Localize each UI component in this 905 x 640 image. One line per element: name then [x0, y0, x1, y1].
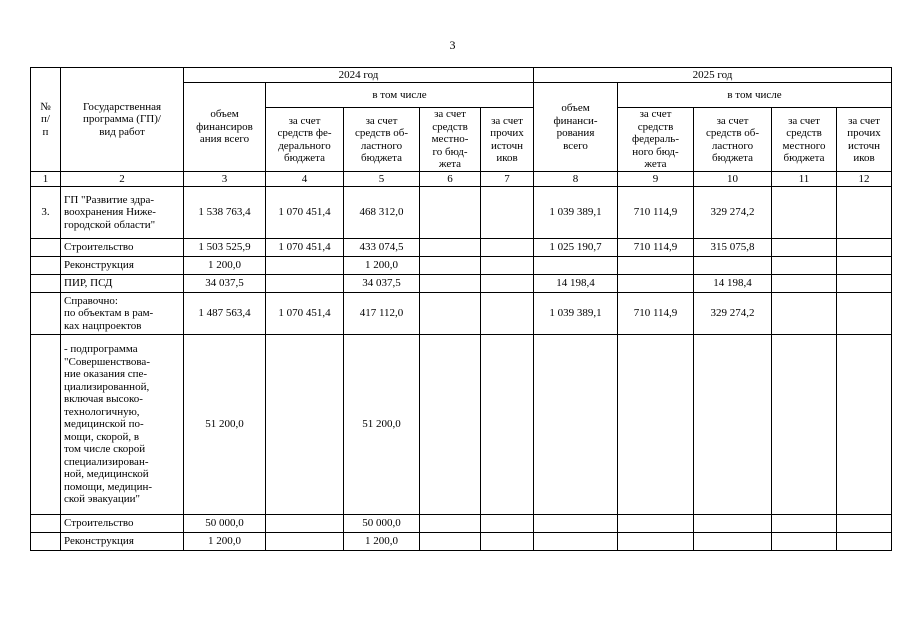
value-cell: [420, 275, 481, 293]
value-cell: [481, 293, 534, 335]
value-cell: [420, 239, 481, 257]
value-cell: [694, 335, 772, 515]
value-cell: [772, 293, 837, 335]
column-number: 4: [266, 172, 344, 187]
column-number: 11: [772, 172, 837, 187]
value-cell: 329 274,2: [694, 187, 772, 239]
value-cell: [266, 257, 344, 275]
value-cell: [694, 515, 772, 533]
value-cell: [266, 335, 344, 515]
value-cell: [534, 533, 618, 551]
row-number: 3.: [31, 187, 61, 239]
value-cell: [694, 257, 772, 275]
table-row: [31, 335, 892, 515]
value-cell: 1 070 451,4: [266, 293, 344, 335]
value-cell: 14 198,4: [534, 275, 618, 293]
header-num: № п/ п: [31, 68, 61, 172]
value-cell: 1 538 763,4: [184, 187, 266, 239]
header-y2-total: объем финанси- рования всего: [534, 83, 618, 172]
value-cell: [481, 239, 534, 257]
value-cell: 1 025 190,7: [534, 239, 618, 257]
header-y2-federal: за счет средств федераль- ного бюд- жета: [618, 108, 694, 172]
value-cell: 1 200,0: [344, 257, 420, 275]
value-cell: [266, 533, 344, 551]
value-cell: 1 200,0: [344, 533, 420, 551]
value-cell: 51 200,0: [184, 335, 266, 515]
value-cell: 417 112,0: [344, 293, 420, 335]
value-cell: [837, 293, 892, 335]
table-row: [31, 515, 892, 533]
value-cell: [694, 533, 772, 551]
financing-table: [30, 67, 892, 551]
row-number: [31, 335, 61, 515]
value-cell: 1 487 563,4: [184, 293, 266, 335]
value-cell: 1 503 525,9: [184, 239, 266, 257]
column-number: 8: [534, 172, 618, 187]
value-cell: [618, 533, 694, 551]
value-cell: 1 070 451,4: [266, 239, 344, 257]
value-cell: [481, 335, 534, 515]
value-cell: [772, 335, 837, 515]
value-cell: 1 200,0: [184, 533, 266, 551]
value-cell: [420, 515, 481, 533]
column-number: 6: [420, 172, 481, 187]
column-number: 3: [184, 172, 266, 187]
value-cell: [534, 257, 618, 275]
value-cell: [837, 275, 892, 293]
value-cell: [481, 275, 534, 293]
column-number-row: [31, 172, 892, 187]
value-cell: 433 074,5: [344, 239, 420, 257]
value-cell: 1 200,0: [184, 257, 266, 275]
column-number: 9: [618, 172, 694, 187]
value-cell: [837, 239, 892, 257]
value-cell: [420, 335, 481, 515]
value-cell: [420, 187, 481, 239]
value-cell: [481, 533, 534, 551]
value-cell: [420, 533, 481, 551]
value-cell: 51 200,0: [344, 335, 420, 515]
value-cell: 329 274,2: [694, 293, 772, 335]
value-cell: [420, 257, 481, 275]
row-name: ПИР, ПСД: [61, 275, 184, 293]
header-y1-other: за счет прочих источн иков: [481, 108, 534, 172]
value-cell: 710 114,9: [618, 239, 694, 257]
value-cell: [534, 515, 618, 533]
value-cell: [837, 257, 892, 275]
value-cell: 50 000,0: [184, 515, 266, 533]
value-cell: [481, 257, 534, 275]
value-cell: 34 037,5: [344, 275, 420, 293]
value-cell: 34 037,5: [184, 275, 266, 293]
row-name: ГП "Развитие здра- воохранения Ниже- городской области": [61, 187, 184, 239]
header-y1-federal: за счет средств фе- дерального бюджета: [266, 108, 344, 172]
header-year-2024: 2024 год: [184, 68, 534, 83]
value-cell: [420, 293, 481, 335]
value-cell: [772, 533, 837, 551]
value-cell: [837, 335, 892, 515]
column-number: 5: [344, 172, 420, 187]
value-cell: 315 075,8: [694, 239, 772, 257]
value-cell: 14 198,4: [694, 275, 772, 293]
value-cell: [772, 257, 837, 275]
column-number: 7: [481, 172, 534, 187]
table-row: [31, 533, 892, 551]
row-name: - подпрограмма "Совершенствова- ние оказания спе- циализированной, включая высоко- технологичную, медицинской по- мощи, скорой, в том числе скорой специализирован- ной, медицинской помощи, медицин- ской эвакуации": [61, 335, 184, 515]
column-number: 10: [694, 172, 772, 187]
column-number: 2: [61, 172, 184, 187]
header-y2-including: в том числе: [618, 83, 892, 108]
value-cell: [837, 515, 892, 533]
header-y2-regional: за счет средств об- ластного бюджета: [694, 108, 772, 172]
header-y2-local: за счет средств местного бюджета: [772, 108, 837, 172]
value-cell: 1 039 389,1: [534, 293, 618, 335]
value-cell: [618, 515, 694, 533]
value-cell: [534, 335, 618, 515]
table-row: [31, 187, 892, 239]
value-cell: 1 070 451,4: [266, 187, 344, 239]
row-number: [31, 293, 61, 335]
value-cell: 468 312,0: [344, 187, 420, 239]
value-cell: [837, 187, 892, 239]
header-year-2025: 2025 год: [534, 68, 892, 83]
value-cell: [618, 257, 694, 275]
header-y2-other: за счет прочих источн иков: [837, 108, 892, 172]
table-row: [31, 257, 892, 275]
row-number: [31, 239, 61, 257]
value-cell: [837, 533, 892, 551]
value-cell: 1 039 389,1: [534, 187, 618, 239]
row-name: Строительство: [61, 515, 184, 533]
header-y1-total: объем финансиров ания всего: [184, 83, 266, 172]
value-cell: [618, 275, 694, 293]
value-cell: 710 114,9: [618, 293, 694, 335]
page-number: 3: [449, 38, 456, 52]
value-cell: 710 114,9: [618, 187, 694, 239]
table-row: [31, 239, 892, 257]
value-cell: [481, 187, 534, 239]
table-row: [31, 293, 892, 335]
value-cell: 50 000,0: [344, 515, 420, 533]
value-cell: [266, 515, 344, 533]
row-name: Реконструкция: [61, 257, 184, 275]
value-cell: [481, 515, 534, 533]
row-number: [31, 257, 61, 275]
row-name: Справочно: по объектам в рам- ках нацпроектов: [61, 293, 184, 335]
row-name: Строительство: [61, 239, 184, 257]
header-y1-local: за счет средств местно- го бюд- жета: [420, 108, 481, 172]
value-cell: [772, 239, 837, 257]
row-number: [31, 275, 61, 293]
header-y1-regional: за счет средств об- ластного бюджета: [344, 108, 420, 172]
row-name: Реконструкция: [61, 533, 184, 551]
value-cell: [772, 187, 837, 239]
value-cell: [772, 515, 837, 533]
value-cell: [618, 335, 694, 515]
row-number: [31, 515, 61, 533]
column-number: 1: [31, 172, 61, 187]
value-cell: [266, 275, 344, 293]
column-number: 12: [837, 172, 892, 187]
header-y1-including: в том числе: [266, 83, 534, 108]
table-row: [31, 275, 892, 293]
row-number: [31, 533, 61, 551]
value-cell: [772, 275, 837, 293]
header-program: Государственная программа (ГП)/ вид работ: [61, 68, 184, 172]
